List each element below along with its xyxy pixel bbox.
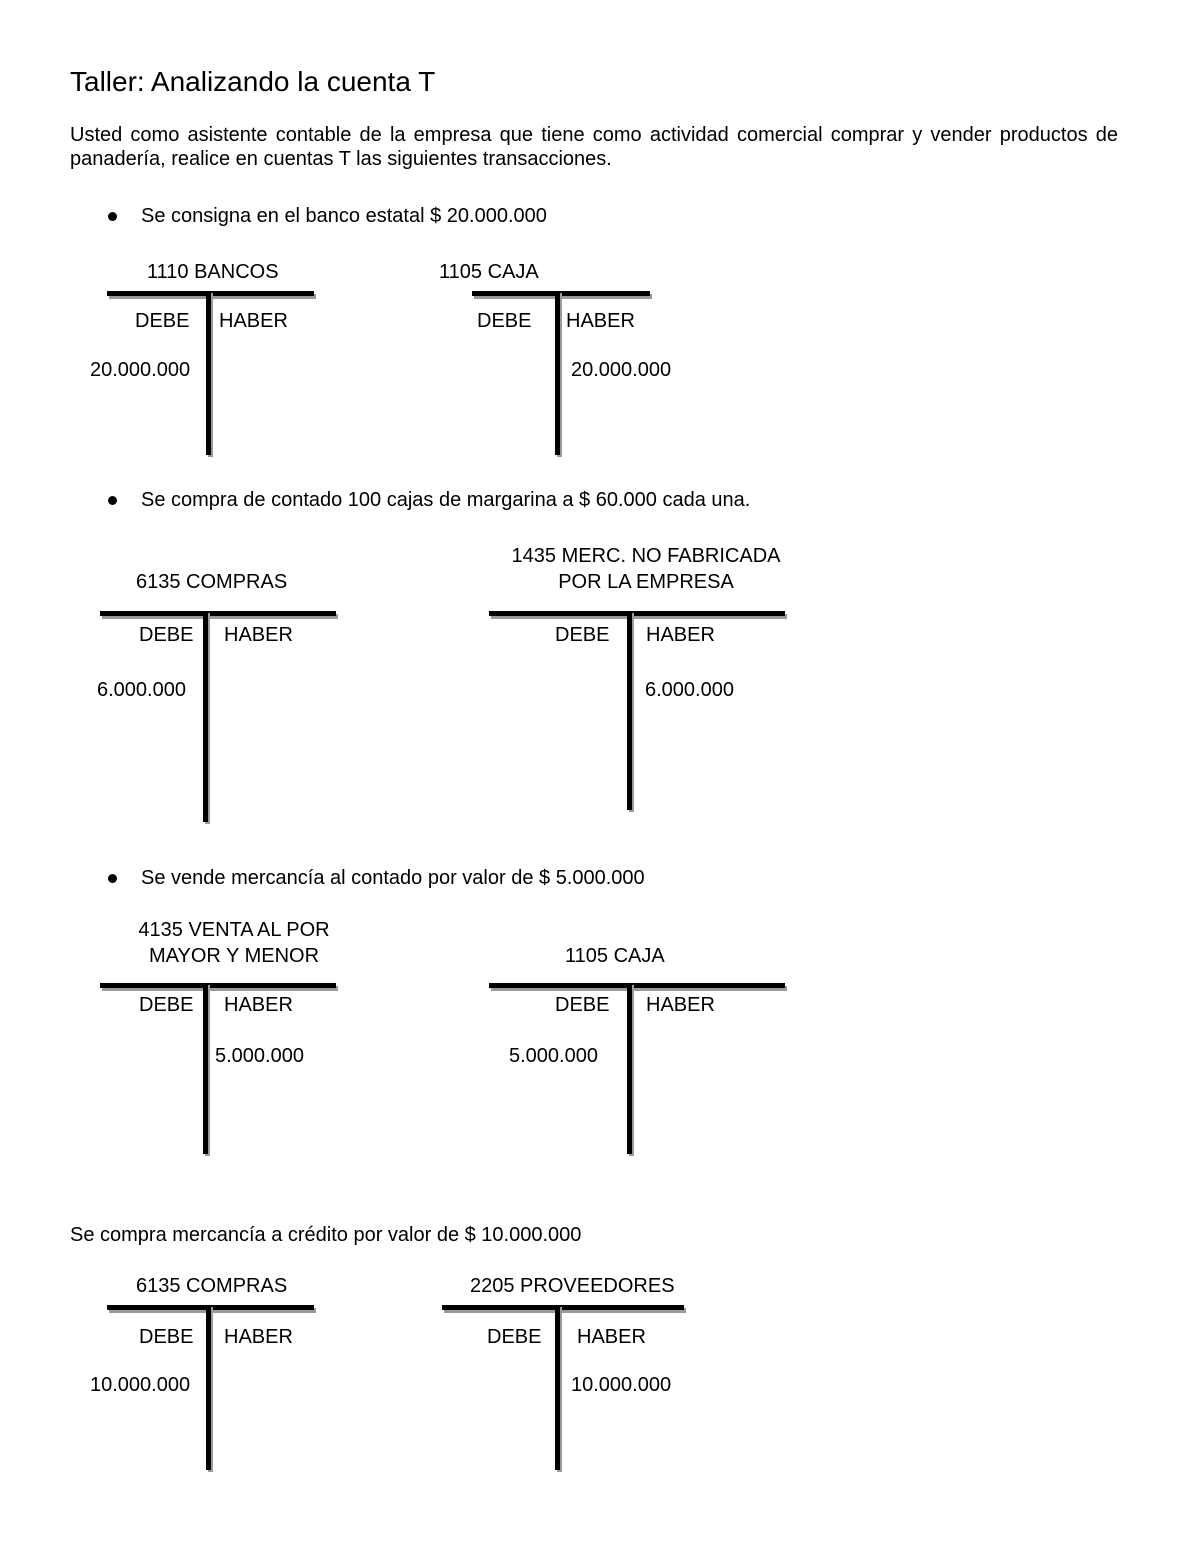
transaction-1-label: Se consigna en el banco estatal $ 20.000.000 (141, 205, 547, 227)
debit-header: DEBE (555, 994, 610, 1016)
debit-header: DEBE (139, 1326, 194, 1348)
t-account-top-bar (100, 611, 336, 616)
credit-header: HABER (224, 994, 293, 1016)
t-account-divider (206, 1305, 211, 1470)
credit-header: HABER (577, 1326, 646, 1348)
t-account-divider (555, 1305, 560, 1470)
t-account-top-bar (489, 983, 785, 988)
debit-amount: 5.000.000 (509, 1045, 598, 1067)
credit-amount: 20.000.000 (571, 359, 672, 381)
bullet-icon (108, 874, 117, 883)
transaction-4-text: Se compra mercancía a crédito por valor de $ 10.000.000 (70, 1224, 582, 1246)
t-account-title: 1105 CAJA (439, 261, 539, 283)
t-account-top-bar (100, 983, 336, 988)
t-account-divider (206, 291, 211, 455)
bullet-icon (108, 496, 117, 505)
page-title: Taller: Analizando la cuenta T (70, 66, 436, 97)
t-account-divider (627, 983, 632, 1154)
credit-header: HABER (224, 1326, 293, 1348)
credit-header: HABER (224, 624, 293, 646)
t-account-title: 6135 COMPRAS (136, 1275, 288, 1297)
t-account-divider (555, 291, 560, 455)
debit-amount: 20.000.000 (90, 359, 191, 381)
t-account-title (488, 543, 804, 595)
t-account-divider (203, 611, 208, 822)
t-account-title: 2205 PROVEEDORES (470, 1275, 675, 1297)
debit-amount: 6.000.000 (97, 679, 186, 701)
t-account-divider (627, 611, 632, 810)
debit-header: DEBE (139, 994, 194, 1016)
credit-amount: 6.000.000 (645, 679, 734, 701)
t-account-title-line-2: POR LA EMPRESA (558, 571, 734, 593)
debit-header: DEBE (135, 310, 190, 332)
credit-header: HABER (646, 624, 715, 646)
t-account-title (114, 917, 354, 969)
debit-header: DEBE (139, 624, 194, 646)
credit-header: HABER (646, 994, 715, 1016)
t-account-top-bar (472, 291, 650, 296)
t-account-title: 6135 COMPRAS (136, 571, 288, 593)
credit-amount: 5.000.000 (215, 1045, 304, 1067)
credit-header: HABER (566, 310, 635, 332)
t-account-title-line-1: 4135 VENTA AL POR (138, 919, 330, 941)
credit-amount: 10.000.000 (571, 1374, 672, 1396)
debit-amount: 10.000.000 (90, 1374, 191, 1396)
debit-header: DEBE (477, 310, 532, 332)
intro-paragraph: Usted como asistente contable de la empresa que tiene como actividad comercial comprar y vender productos de panadería, realice en cuentas T las siguientes transacciones. (70, 124, 1118, 170)
t-account-top-bar (489, 611, 785, 616)
debit-header: DEBE (487, 1326, 542, 1348)
transaction-1-text (141, 205, 547, 228)
debit-header: DEBE (555, 624, 610, 646)
bullet-icon (108, 212, 117, 221)
transaction-3-text (141, 867, 645, 890)
t-account-divider (203, 983, 208, 1154)
transaction-2-text (141, 489, 750, 512)
t-account-title: 1110 BANCOS (147, 261, 279, 283)
transaction-2-label: Se compra de contado 100 cajas de margarina a $ 60.000 cada una. (141, 489, 751, 511)
transaction-3-label: Se vende mercancía al contado por valor de $ 5.000.000 (141, 867, 645, 889)
t-account-top-bar (442, 1305, 684, 1310)
t-account-title: 1105 CAJA (565, 945, 665, 967)
credit-header: HABER (219, 310, 288, 332)
t-account-title-line-1: 1435 MERC. NO FABRICADA (511, 545, 781, 567)
t-account-title-line-2: MAYOR Y MENOR (148, 945, 320, 967)
